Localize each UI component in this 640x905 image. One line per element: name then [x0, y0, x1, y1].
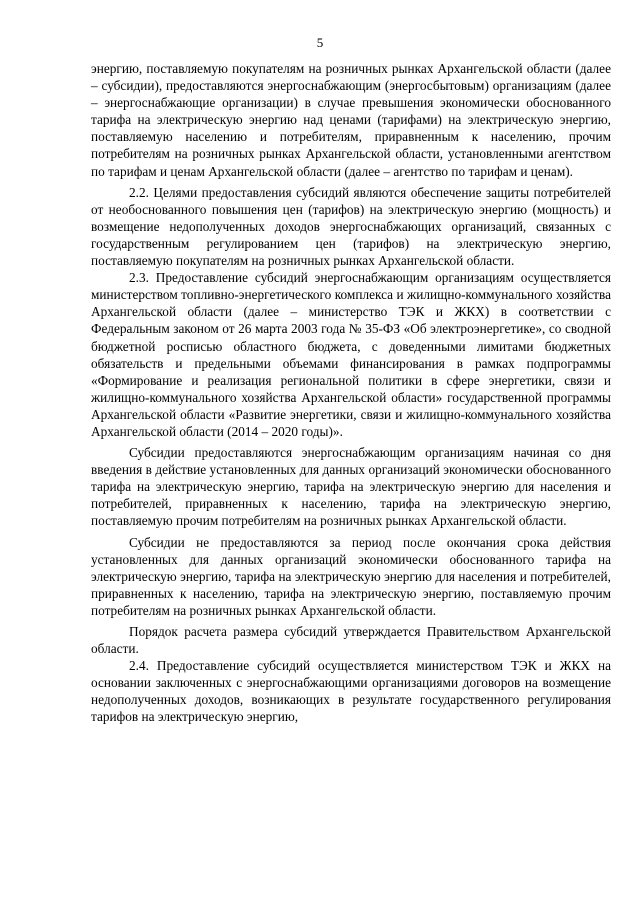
- page-number: 5: [316, 35, 324, 50]
- paragraph-continuation: энергию, поставляемую покупателям на розничных рынках Архангельской области (далее – субсидии), предоставляются энергоснабжающим (энергосбытовым) организациям (далее – энергоснабжающие организации) в случае превышения экономически обоснованного тарифа на электрическую энергию над ценами (тарифами) на электрическую энергию, поставляемую населению и потребителям, приравненным к населению, прочим потребителям на розничных рынках Архангельской области, установленными агентством по тарифам и ценам Архангельской области (далее – агентство по тарифам и ценам).: [91, 61, 611, 179]
- document-body: [91, 60, 611, 730]
- paragraph-2-3: 2.3. Предоставление субсидий энергоснабжающим организациям осуществляется министерством топливно-энергетического комплекса и жилищно-коммунального хозяйства Архангельской области (далее – министерство ТЭК и ЖКХ) в соответствии с Федеральным законом от 26 марта 2003 года № 35-ФЗ «Об электроэнергетике», со сводной бюджетной росписью областного бюджета, с доведенными лимитами бюджетных обязательств и предельными объемами финансирования в рамках подпрограммы «Формирование и реализация региональной политики в сфере энергетики, связи и жилищно-коммунального хозяйства Архангельской области» государственной программы Архангельской области «Развитие энергетики, связи и жилищно-коммунального хозяйства Архангельской области (2014 – 2020 годы)».: [91, 270, 611, 439]
- paragraph-calculation-order: Порядок расчета размера субсидий утверждается Правительством Архангельской области.: [91, 624, 611, 657]
- paragraph-2-4: 2.4. Предоставление субсидий осуществляется министерством ТЭК и ЖКХ на основании заключенных с энергоснабжающими организациями договоров на возмещение недополученных доходов, возникающих в результате государственного регулирования тарифов на электрическую энергию,: [91, 658, 611, 725]
- paragraph-2-2: 2.2. Целями предоставления субсидий являются обеспечение защиты потребителей от необоснованного повышения цен (тарифов) на электрическую энергию (мощность) и возмещение недополученных доходов энергоснабжающих организаций, связанных с государственным регулированием цен (тарифов) на электрическую энергию, поставляемую покупателям на розничных рынках Архангельской области.: [91, 184, 611, 269]
- paragraph-subsidy-start: Субсидии предоставляются энергоснабжающим организациям начиная со дня введения в действие установленных для данных организаций экономически обоснованного тарифа на электрическую энергию, тарифа на электрическую энергию для населения и потребителей, приравненных к населению, тарифа на электрическую энергию, поставляемую прочим потребителям на розничных рынках Архангельской области.: [91, 445, 611, 529]
- paragraph-subsidy-end: Субсидии не предоставляются за период после окончания срока действия установленных для данных организаций экономически обоснованного тарифа на электрическую энергию, тарифа на электрическую энергию для населения и потребителей, приравненных к населению, тарифа на электрическую энергию, поставляемую прочим потребителям на розничных рынках Архангельской области.: [91, 534, 611, 618]
